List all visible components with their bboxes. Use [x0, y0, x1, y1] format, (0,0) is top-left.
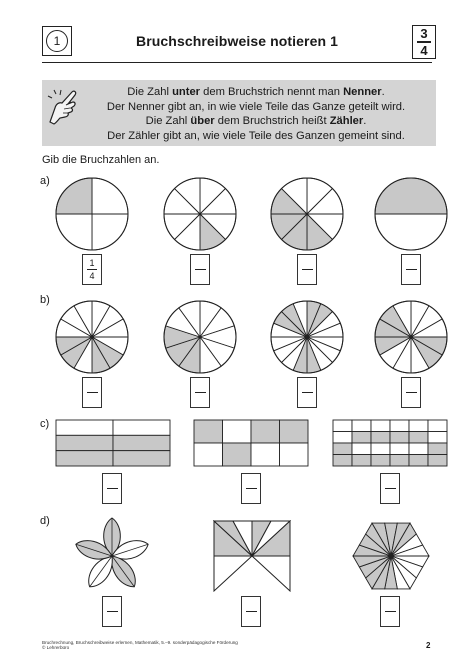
grid-cell — [333, 420, 352, 432]
info-line-2: Der Nenner gibt an, in wie viele Teile das Ganze geteilt wird. — [106, 100, 406, 113]
pie-a-3 — [269, 176, 345, 252]
footer-line-1: Bruchrechnung, Bruchschreibweise erlernen, Mathematik, 5.–9. sonderpädagogische Förderung — [42, 640, 238, 645]
grid-c-1 — [55, 419, 171, 467]
info-line-1: Die Zahl unter dem Bruchstrich nennt man Nenner. — [127, 86, 385, 98]
example-denominator: 4 — [89, 271, 95, 281]
grid-cell — [409, 420, 428, 432]
grid-c-2 — [193, 419, 309, 467]
pie-b-4 — [373, 299, 449, 375]
pie-b-1 — [54, 299, 130, 375]
grid-cell — [223, 443, 252, 466]
instruction: Gib die Bruchzahlen an. — [42, 154, 160, 166]
fraction-bar — [107, 611, 118, 612]
grid-cell — [371, 420, 390, 432]
flower-d-1 — [72, 516, 152, 596]
info-line-3: Die Zahl über dem Bruchstrich heißt Zähler. — [145, 115, 367, 127]
grid-cell — [371, 432, 390, 444]
grid-cell — [390, 455, 409, 467]
header-divider — [42, 62, 432, 63]
answer-box-d-2[interactable] — [241, 596, 261, 627]
grid-cell — [352, 432, 371, 444]
grid-cell — [280, 420, 309, 443]
section-label-a: a) — [40, 175, 50, 187]
answer-box-c-1[interactable] — [102, 473, 122, 504]
grid-cell — [352, 420, 371, 432]
grid-cell — [223, 420, 252, 443]
grid-cell — [428, 432, 447, 444]
section-label-b: b) — [40, 294, 50, 306]
answer-box-a-1[interactable] — [82, 254, 102, 285]
footer-line-2: © Lehrerbüro — [42, 645, 70, 651]
fraction-bar — [385, 611, 396, 612]
pie-a-1 — [54, 176, 130, 252]
answer-box-a-4[interactable] — [401, 254, 421, 285]
pie-b-3 — [269, 299, 345, 375]
answer-box-c-2[interactable] — [241, 473, 261, 504]
pointing-hand-icon — [46, 86, 80, 126]
page-number: 2 — [426, 641, 431, 650]
bowtie-triangle — [214, 556, 252, 591]
fraction-bar — [87, 392, 98, 393]
grid-cell — [352, 443, 371, 455]
footer — [42, 640, 238, 651]
grid-cell — [280, 443, 309, 466]
fraction-bar — [302, 269, 313, 270]
difficulty-level-badge — [412, 25, 436, 59]
grid-cell — [56, 451, 113, 466]
pie-a-2 — [162, 176, 238, 252]
grid-cell — [194, 420, 223, 443]
grid-cell — [113, 420, 170, 435]
example-numerator: 1 — [89, 258, 95, 268]
grid-c-3 — [332, 419, 448, 467]
pie-slice — [375, 178, 447, 214]
pie-b-2 — [162, 299, 238, 375]
example-fraction-bar — [87, 269, 97, 270]
fraction-bar — [302, 392, 313, 393]
bowtie-d-2 — [213, 520, 291, 592]
level-numerator: 3 — [420, 26, 428, 42]
page-title: Bruchschreibweise notieren 1 — [136, 33, 338, 49]
info-box — [42, 80, 436, 146]
grid-cell — [333, 455, 352, 467]
grid-cell — [251, 443, 280, 466]
fraction-bar — [406, 269, 417, 270]
section-label-c: c) — [40, 418, 50, 430]
level-denominator: 4 — [420, 42, 428, 58]
fraction-bar — [406, 392, 417, 393]
grid-cell — [390, 420, 409, 432]
grid-cell — [333, 432, 352, 444]
grid-cell — [371, 455, 390, 467]
grid-cell — [409, 443, 428, 455]
answer-box-c-3[interactable] — [380, 473, 400, 504]
grid-cell — [428, 420, 447, 432]
answer-box-a-2[interactable] — [190, 254, 210, 285]
answer-box-b-4[interactable] — [401, 377, 421, 408]
worksheet-number: 1 — [46, 30, 68, 52]
grid-cell — [194, 443, 223, 466]
grid-cell — [333, 443, 352, 455]
grid-cell — [113, 435, 170, 450]
bowtie-triangle — [252, 556, 290, 591]
fraction-bar — [195, 269, 206, 270]
pie-a-4 — [373, 176, 449, 252]
grid-cell — [56, 420, 113, 435]
grid-cell — [56, 435, 113, 450]
fraction-bar — [246, 611, 257, 612]
fraction-bar — [385, 488, 396, 489]
fraction-bar — [246, 488, 257, 489]
grid-cell — [352, 455, 371, 467]
grid-cell — [251, 420, 280, 443]
grid-cell — [113, 451, 170, 466]
grid-cell — [371, 443, 390, 455]
hexagon-d-3 — [351, 516, 431, 596]
grid-cell — [390, 443, 409, 455]
answer-box-a-3[interactable] — [297, 254, 317, 285]
grid-cell — [390, 432, 409, 444]
grid-cell — [428, 455, 447, 467]
answer-box-b-1[interactable] — [82, 377, 102, 408]
info-line-4: Der Zähler gibt an, wie viele Teile des Ganzen gemeint sind. — [107, 129, 405, 142]
grid-cell — [409, 432, 428, 444]
section-label-d: d) — [40, 515, 50, 527]
answer-box-b-2[interactable] — [190, 377, 210, 408]
grid-cell — [428, 443, 447, 455]
fraction-bar — [195, 392, 206, 393]
pie-slice — [375, 214, 447, 250]
grid-cell — [409, 455, 428, 467]
answer-box-b-3[interactable] — [297, 377, 317, 408]
answer-box-d-3[interactable] — [380, 596, 400, 627]
info-text — [82, 85, 430, 143]
answer-box-d-1[interactable] — [102, 596, 122, 627]
fraction-bar — [107, 488, 118, 489]
